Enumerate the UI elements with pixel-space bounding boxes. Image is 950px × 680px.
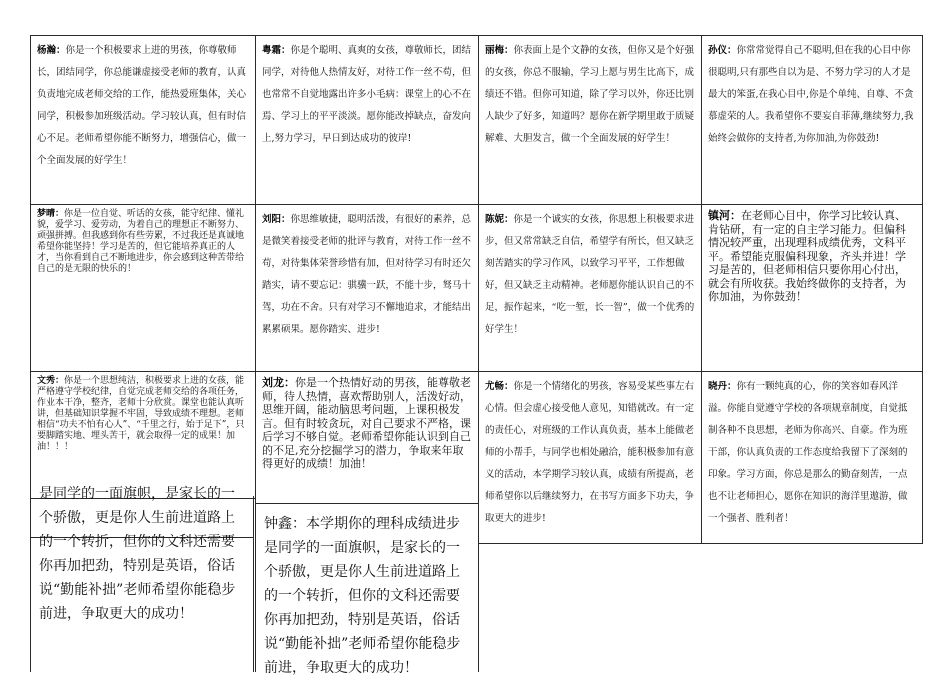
comment-text: 你思维敏捷，聪明活泼，有很好的素养，总是微笑着接受老师的批评与教育，对待工作一丝不苟，对待集体荣誉珍惜有加，但对待学习有时还欠踏实，请不要忘记：骐骥一跃，不能十步，驽马十驾，功在不舍。只有对学习不懈地追求，才能结出累累硕果。愿你踏实、进步! [262, 214, 472, 335]
student-name: 晓丹： [708, 381, 737, 392]
student-name: 镇河： [708, 209, 741, 222]
student-name: 刘阳： [262, 214, 291, 225]
student-name: 孙仪： [708, 45, 737, 56]
student-name: 文秀： [37, 376, 65, 386]
comment-text: 你是一个思想纯洁，积极要求上进的女孩，能严格遵守学校纪律，自觉完成老师交给的各项任务，作业本干净，整齐，老师十分欣赏。课堂也能认真听讲，但基础知识掌握不牢固，导致成绩不理想。老师相信“功夫不怕有心人”、“千里之行，始于足下”，只要脚踏实地、埋头苦干，就会取得一定的成果！加油！！！ [37, 376, 245, 452]
student-name: 钟鑫： [264, 516, 306, 532]
comment-cell-wenxiu [30, 371, 256, 499]
comment-text: 本学期你的理科成绩进步是同学的一面旗帜，是家长的一个骄傲，更是你人生前进道路上的一个转折，但你的文科还需要你再加把劲，特别是英语，俗话说“勤能补拙”老师希望你能稳步前进，争取更大的成功！ [264, 516, 461, 676]
comment-text: 你是个聪明、真爽的女孩，尊敬师长，团结同学，对待他人热情友好，对待工作一丝不苟，但也常常不自觉地露出许多小毛病：课堂上的心不在焉、学习上的平平淡淡。愿你能改掉缺点，奋发向上,努力学习，早日到达成功的彼岸! [262, 45, 472, 144]
student-name: 丽梅： [485, 45, 514, 56]
comment-text: 你有一颗纯真的心，你的笑容如春风洋溢。你能自觉遵守学校的各项规章制度，自觉抵制各种不良思想，老师为你高兴、自豪。作为班干部，你认真负责的工作态度给我留下了深刻的印象。学习方面，你总是那么的勤奋刻苦，一点也不让老师担心，愿你在知识的海洋里遨游，做一个强者、胜利者！ [708, 381, 908, 524]
comment-cell-limei [478, 35, 702, 205]
comment-text: 你是一个热情好动的男孩，能尊敬老师，待人热情，喜欢帮助别人，活泼好动，思维开阔，能动脑思考问题，上课积极发言。但有时较贪玩，对自己要求不严格，课后学习不够自觉。老师希望你能认识到自己的不足,充分挖掘学习的潜力，争取来年取得更好的成绩！加油！ [262, 376, 471, 470]
comment-cell-yueshuang [255, 35, 479, 205]
comment-cell-youchang [478, 371, 702, 544]
student-name: 刘龙： [262, 376, 295, 389]
comment-text: 在老师心目中，你学习比较认真、肯钻研，有一定的自主学习能力。但偏科情况较严重，出现理科成绩优秀，文科平平。希望能克服偏科现象，齐头并进！学习是苦的，但老师相信只要你用心付出，就会有所收获。我始终做你的支持者，为你加油，为你鼓劲！ [708, 209, 906, 303]
comment-cell-fragment [30, 486, 254, 672]
comment-cell-zhenhe [701, 204, 923, 372]
student-name: 粤霜： [262, 45, 291, 56]
comment-text: 你是一位自觉、听话的女孩，能守纪律、懂礼貌，爱学习、爱劳动，为着自己的理想正不断努力、顽强拼搏。但我感到你有些劳累，不过我还是真诚地希望你能坚持！学习是苦的，但它能培养真正的人才，当你看到自己不断地进步，你会感到这种苦带给自己的是无限的快乐的！ [37, 209, 245, 274]
comment-text: 你是一个情绪化的男孩，容易受某些事左右心情。但会虚心接受他人意见，知错就改。有一定的责任心，对班级的工作认真负责，基本上能做老师的小帮手，与同学也相处融洽，能积极参加有意义的活动，本学期学习较认真，成绩有所提高，老师希望你以后继续努力，在书写方面多下功夫，争取更大的进步! [485, 381, 695, 524]
comment-cell-chenni [478, 204, 702, 372]
comment-cell-sunyi [701, 35, 923, 205]
comment-cell-xiaodan [701, 371, 923, 544]
comment-cell-mengqing [30, 204, 256, 372]
comment-cell-zhongxin [255, 503, 479, 676]
student-name: 尤畅： [485, 381, 514, 392]
comment-text: 你表面上是个文静的女孩，但你又是个好强的女孩，你总不服输，学习上愿与男生比高下，成绩还不错。但你可知道，除了学习以外，你还比别人缺少了好多，知道吗？愿你在新学期里敢于质疑解难、大胆发言，做一个全面发展的好学生！ [485, 45, 695, 144]
comment-cell-liuyang [255, 204, 479, 372]
student-name: 陈妮： [485, 214, 514, 225]
comment-text: 你常常觉得自己不聪明,但在我的心目中你很聪明,只有那些自以为是、不努力学习的人才是最大的笨蛋,在我心目中,你是个单纯、自尊、不贪慕虚荣的人。我希望你不要妄自菲薄,继续努力,我始终会做你的支持者,为你加油,为你鼓劲! [708, 45, 914, 144]
student-name: 梦晴： [37, 209, 65, 219]
student-name: 杨瀚： [37, 45, 66, 56]
comment-cell-yanghan [30, 35, 256, 205]
comment-text: 你是一个积极要求上进的男孩，你尊敬师长，团结同学，你总能谦虚接受老师的教育，认真负责地完成老师交给的工作，能热爱班集体，关心同学，积极参加班级活动。学习较认真，但有时信心不足。老师希望你能不断努力，增强信心，做一个全面发展的好学生！ [37, 45, 247, 166]
comment-text: 是同学的一面旗帜，是家长的一个骄傲，更是你人生前进道路上的一个转折，但你的文科还需要你再加把劲，特别是英语，俗话说“勤能补拙”老师希望你能稳步前进，争取更大的成功！ [39, 486, 236, 622]
comment-cell-liulong [255, 371, 479, 504]
comment-text: 你是一个诚实的女孩，你思想上积极要求进步，但又常常缺乏自信，希望学有所长，但又缺乏刻苦踏实的学习作风，以致学习平平，工作想做好，但又缺乏主动精神。老师愿你能认识自己的不足，振作起来，“吃一堑，长一智”，做一个优秀的好学生！ [485, 214, 695, 335]
